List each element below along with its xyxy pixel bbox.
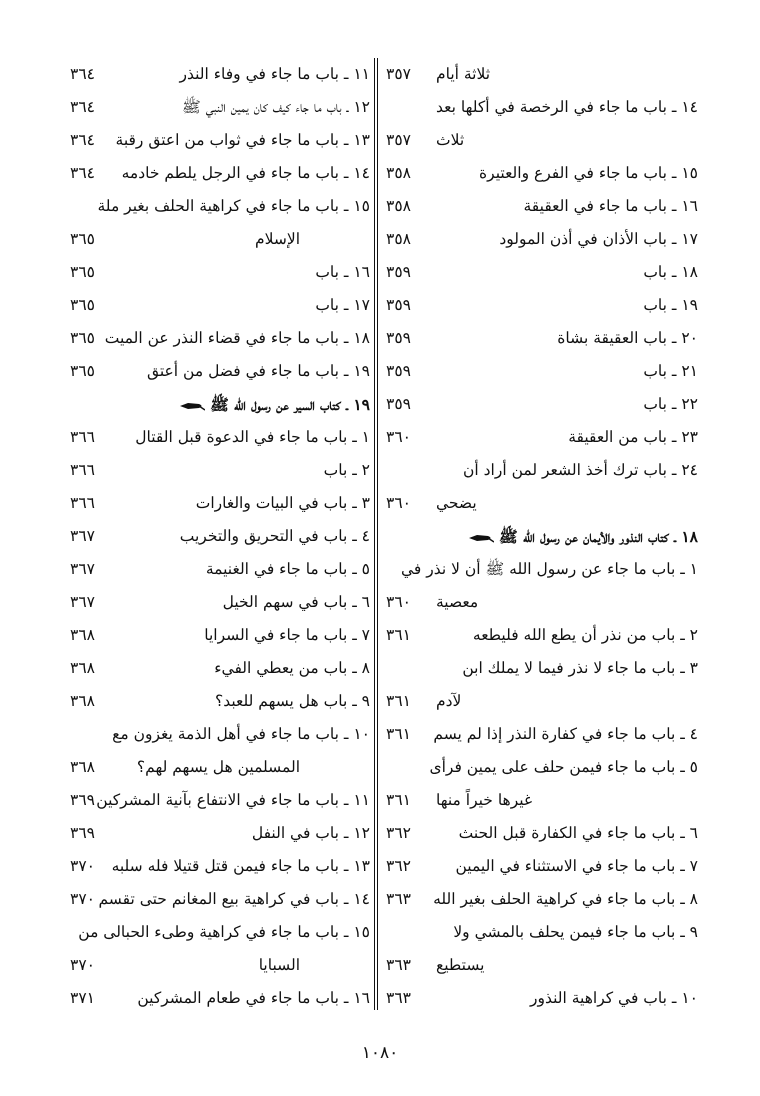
entry-page-number: ٣٦٥ [70,362,95,380]
index-entry [70,949,370,982]
entry-page-number: ٣٦٠ [386,593,411,611]
entry-title: ١٦ ـ باب [315,263,370,281]
index-entry [380,124,698,157]
entry-page-number: ٣٦١ [386,791,411,809]
index-entry [70,751,370,784]
entry-title: الإسلام [255,230,300,248]
entry-page-number: ٣٦٢ [386,824,411,842]
entry-page-number: ٣٦٤ [70,164,95,182]
index-entry [70,322,370,355]
index-entry [380,916,698,949]
entry-title: ١٧ ـ باب [315,296,370,314]
entry-title: ٣ ـ باب في البيات والغارات [195,494,370,512]
entry-title: ١٣ ـ باب ما جاء فيمن قتل قتيلا فله سلبه [111,857,370,875]
entry-title: ١٩ ـ باب ما جاء في فضل من أعتق [146,362,370,380]
entry-title: ١٥ ـ باب ما جاء في كراهية الحلف بغير ملة [97,197,370,215]
index-entry [380,322,698,355]
entry-page-number: ٣٦٨ [70,758,95,776]
entry-page-number: ٣٦٦ [70,494,95,512]
entry-page-number: ٣٦٤ [70,131,95,149]
index-entry [380,454,698,487]
left-column [70,58,370,1015]
entry-title: ٦ ـ باب في سهم الخيل [222,593,370,611]
entry-title: المسلمين هل يسهم لهم؟ [136,758,300,776]
index-entry [70,157,370,190]
entry-title: ١٨ ـ باب ما جاء في قضاء النذر عن الميت [104,329,370,347]
index-entry [70,553,370,586]
index-entry [380,619,698,652]
entry-page-number: ٣٦٠ [386,428,411,446]
index-entry [380,157,698,190]
entry-page-number: ٣٦٧ [70,593,95,611]
index-entry [380,817,698,850]
page-number: ١٠٨٠ [361,1043,399,1063]
column-divider [374,58,378,1010]
index-entry [70,520,370,553]
entry-title: ١٦ ـ باب ما جاء في طعام المشركين [137,989,370,1007]
entry-title: ١٨ ـ باب [643,263,698,281]
entry-page-number: ٣٦٥ [70,329,95,347]
entry-title: ١٤ ـ باب في كراهية بيع المغانم حتى تقسم [98,890,370,908]
index-entry [380,388,698,421]
entry-title: ١١ ـ باب ما جاء في الانتفاع بآنية المشركين [96,791,370,809]
entry-page-number: ٣٦٣ [386,989,411,1007]
entry-page-number: ٣٥٧ [386,131,411,149]
entry-title: ٧ ـ باب ما جاء في السرايا [204,626,370,644]
index-entry [70,817,370,850]
index-entry [70,124,370,157]
index-entry [70,982,370,1015]
entry-title: معصية [436,593,479,611]
entry-page-number: ٣٧٠ [70,956,95,974]
entry-title: ٨ ـ باب من يعطي الفيء [214,659,370,677]
entry-page-number: ٣٦٨ [70,692,95,710]
pen-icon [179,401,205,411]
entry-title: السبايا [258,956,300,974]
entry-page-number: ٣٧٠ [70,857,95,875]
book-heading: ١٨ ـ كتاب النذور والأيمان عن رسول الله ﷺ [499,527,698,546]
entry-page-number: ٣٦١ [386,626,411,644]
index-entry [70,421,370,454]
book-heading: ١٩ ـ كتاب السير عن رسول الله ﷺ [210,395,370,414]
entry-page-number: ٣٦٨ [70,659,95,677]
entry-page-number: ٣٥٩ [386,296,411,314]
book-heading-wrap [468,520,698,553]
index-entry [380,949,698,982]
index-entry [380,190,698,223]
entry-title: ثلاثة أيام [436,65,491,83]
index-entry [70,91,370,124]
book-heading-row [380,520,698,553]
entry-title: ٥ ـ باب ما جاء في الغنيمة [205,560,370,578]
pen-icon [468,533,494,543]
index-entry [380,586,698,619]
index-entry [380,685,698,718]
index-entry [380,58,698,91]
index-entry [380,256,698,289]
index-entry [70,223,370,256]
entry-title: ٩ ـ باب ما جاء فيمن يحلف بالمشي ولا [453,923,698,941]
index-entry [380,850,698,883]
entry-page-number: ٣٦٧ [70,560,95,578]
entry-title: ٢٤ ـ باب ترك أخذ الشعر لمن أراد أن [463,461,698,479]
entry-title: ١٥ ـ باب ما جاء في الفرع والعتيرة [479,164,698,182]
index-entry [380,355,698,388]
entry-title: ١١ ـ باب ما جاء في وفاء النذر [179,65,370,83]
index-entry [380,982,698,1015]
index-entry [70,916,370,949]
entry-title: ٢١ ـ باب [643,362,698,380]
entry-title: ١٧ ـ باب الأذان في أذن المولود [499,230,698,248]
entry-title: ٩ ـ باب هل يسهم للعبد؟ [214,692,370,710]
index-entry [380,223,698,256]
index-entry [380,652,698,685]
entry-title: ١٤ ـ باب ما جاء في الرجل يلطم خادمه [121,164,370,182]
index-entry [70,190,370,223]
entry-page-number: ٣٦٥ [70,263,95,281]
entry-title: ١٥ ـ باب ما جاء في كراهية وطىء الحبالى من [78,923,370,941]
entry-title: ١٣ ـ باب ما جاء في ثواب من اعتق رقبة [115,131,370,149]
entry-page-number: ٣٥٩ [386,329,411,347]
entry-page-number: ٣٦٣ [386,956,411,974]
entry-title: ٥ ـ باب ما جاء فيمن حلف على يمين فرأى [429,758,698,776]
entry-page-number: ٣٥٩ [386,395,411,413]
index-entry [380,784,698,817]
book-heading-wrap [179,388,370,421]
entry-page-number: ٣٦٠ [386,494,411,512]
index-entry [380,751,698,784]
entry-title: ١٢ ـ باب ما جاء كيف كان يمين النبي ﷺ [182,98,370,116]
entry-page-number: ٣٥٩ [386,263,411,281]
index-entry [380,487,698,520]
entry-page-number: ٣٦٥ [70,296,95,314]
index-entry [380,553,698,586]
entry-title: ٢٣ ـ باب من العقيقة [568,428,698,446]
right-column [380,58,698,1015]
entry-page-number: ٣٥٩ [386,362,411,380]
index-entry [70,256,370,289]
index-entry [70,355,370,388]
entry-title: ٤ ـ باب في التحريق والتخريب [179,527,370,545]
index-entry [70,883,370,916]
entry-page-number: ٣٧٠ [70,890,95,908]
entry-page-number: ٣٦٤ [70,65,95,83]
entry-page-number: ٣٦٩ [70,824,95,842]
index-entry [70,454,370,487]
entry-page-number: ٣٥٧ [386,65,411,83]
entry-title: ٢ ـ باب [323,461,370,479]
entry-title: ١٦ ـ باب ما جاء في العقيقة [523,197,698,215]
index-entry [380,91,698,124]
entry-title: ١٩ ـ باب [643,296,698,314]
entry-title: ٢٢ ـ باب [643,395,698,413]
index-entry [380,421,698,454]
index-entry [70,487,370,520]
index-entry [380,289,698,322]
entry-title: ٧ ـ باب ما جاء في الاستثناء في اليمين [455,857,698,875]
entry-title: ٢ ـ باب من نذر أن يطع الله فليطعه [472,626,698,644]
entry-title: ٨ ـ باب ما جاء في كراهية الحلف بغير الله [433,890,698,908]
index-entry [380,883,698,916]
entry-title: ١٤ ـ باب ما جاء في الرخصة في أكلها بعد [436,98,698,116]
entry-title: ١٢ ـ باب في النفل [251,824,370,842]
entry-title: ٦ ـ باب ما جاء في الكفارة قبل الحنث [458,824,698,842]
entry-page-number: ٣٥٨ [386,230,411,248]
index-entry [70,586,370,619]
entry-page-number: ٣٦٩ [70,791,95,809]
entry-page-number: ٣٦١ [386,692,411,710]
book-heading-row [70,388,370,421]
index-entry [70,58,370,91]
entry-page-number: ٣٥٨ [386,197,411,215]
entry-page-number: ٣٦٣ [386,890,411,908]
index-entry [70,619,370,652]
index-entry [70,850,370,883]
entry-title: ١ ـ باب ما جاء في الدعوة قبل القتال [135,428,370,446]
index-entry [70,685,370,718]
entry-page-number: ٣٦١ [386,725,411,743]
entry-page-number: ٣٦٦ [70,428,95,446]
entry-title: ١ ـ باب ما جاء عن رسول الله ﷺ أن لا نذر في [400,560,698,578]
entry-page-number: ٣٦٤ [70,98,95,116]
entry-title: ٢٠ ـ باب العقيقة بشاة [557,329,698,347]
entry-title: يستطيع [436,956,485,974]
index-entry [70,718,370,751]
entry-page-number: ٣٧١ [70,989,95,1007]
index-entry [70,784,370,817]
entry-page-number: ٣٦٢ [386,857,411,875]
entry-title: ثلاث [436,131,465,149]
entry-page-number: ٣٦٦ [70,461,95,479]
index-entry [70,652,370,685]
entry-title: غيرها خيراً منها [436,791,533,809]
entry-title: ١٠ ـ باب في كراهية النذور [529,989,698,1007]
entry-title: ٣ ـ باب ما جاء لا نذر فيما لا يملك ابن [462,659,698,677]
entry-page-number: ٣٦٨ [70,626,95,644]
entry-page-number: ٣٦٧ [70,527,95,545]
index-entry [380,718,698,751]
entry-title: لآدم [436,692,462,710]
entry-title: ١٠ ـ باب ما جاء في أهل الذمة يغزون مع [112,725,370,743]
entry-page-number: ٣٥٨ [386,164,411,182]
index-entry [70,289,370,322]
entry-title: يضحي [436,494,477,512]
entry-title: ٤ ـ باب ما جاء في كفارة النذر إذا لم يسم [433,725,698,743]
entry-page-number: ٣٦٥ [70,230,95,248]
